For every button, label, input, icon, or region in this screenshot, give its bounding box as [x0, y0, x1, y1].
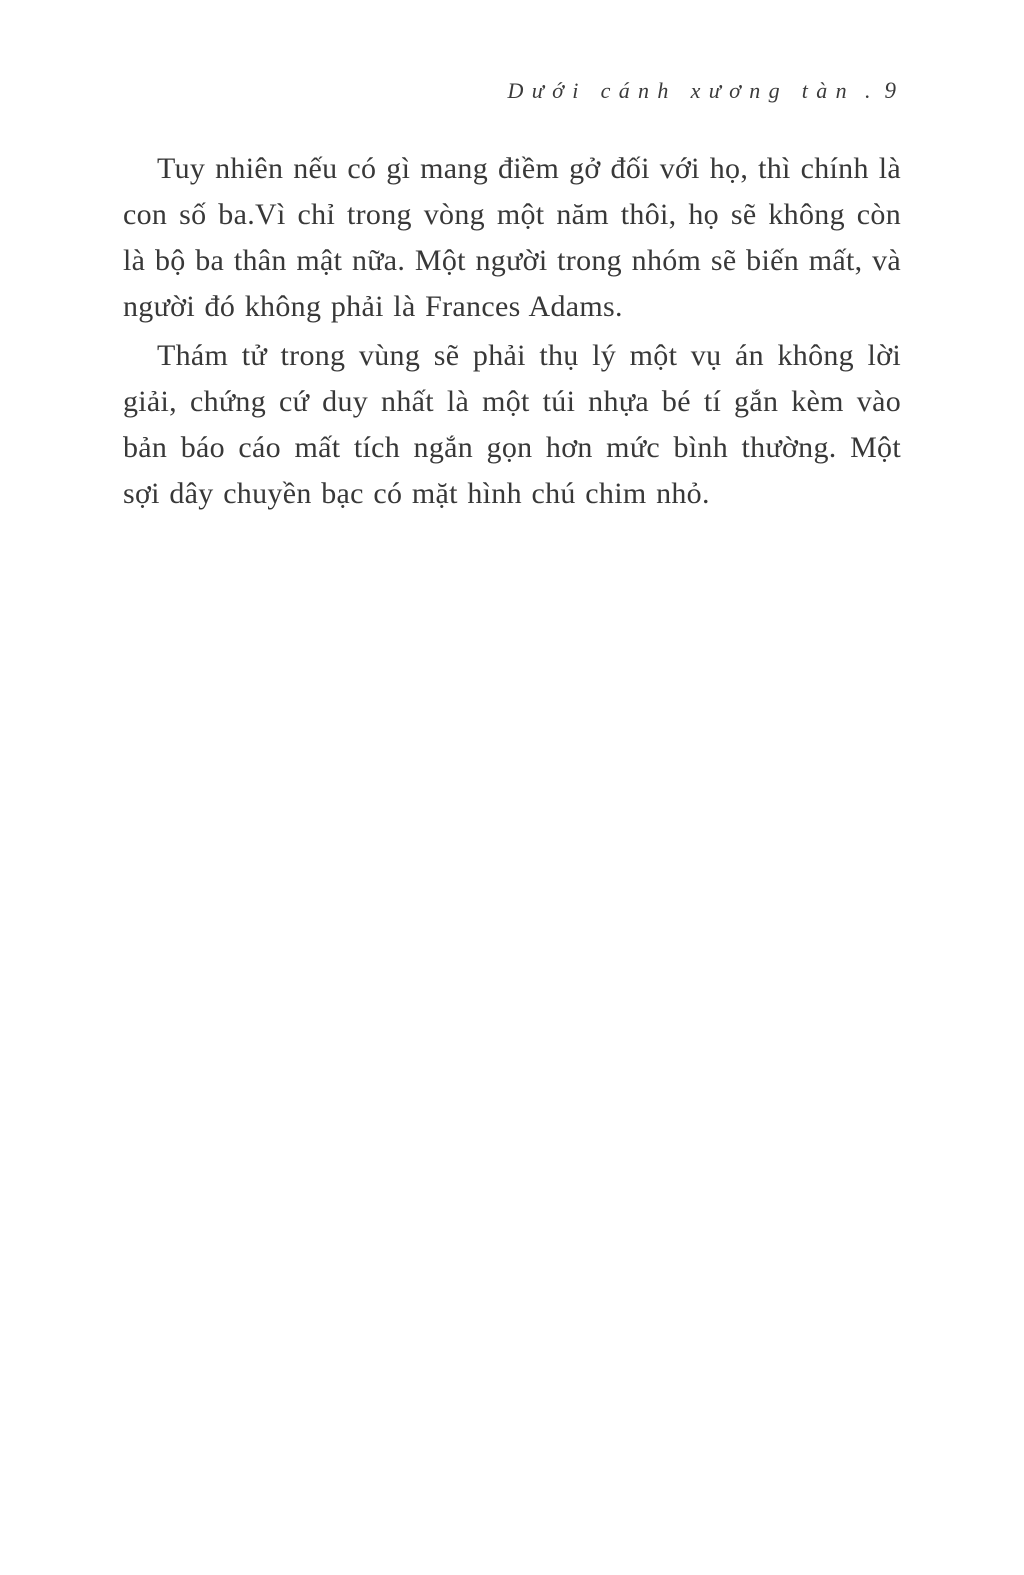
body-text	[123, 146, 901, 520]
paragraph-1: Tuy nhiên nếu có gì mang điềm gở đối với họ, thì chính là con số ba.Vì chỉ trong vòng một năm thôi, họ sẽ không còn là bộ ba thân mật nữa. Một người trong nhóm sẽ biến mất, và người đó không phải là Frances Adams.	[123, 152, 901, 323]
running-head-separator: .	[865, 78, 871, 103]
page-number: 9	[884, 78, 896, 103]
paragraph-2: Thám tử trong vùng sẽ phải thụ lý một vụ án không lời giải, chứng cứ duy nhất là một túi nhựa bé tí gắn kèm vào bản báo cáo mất tích ngắn gọn hơn mức bình thường. Một sợi dây chuyền bạc có mặt hình chú chim nhỏ.	[123, 339, 901, 510]
running-head	[123, 78, 896, 104]
running-head-title: Dưới cánh xương tàn	[507, 78, 855, 103]
